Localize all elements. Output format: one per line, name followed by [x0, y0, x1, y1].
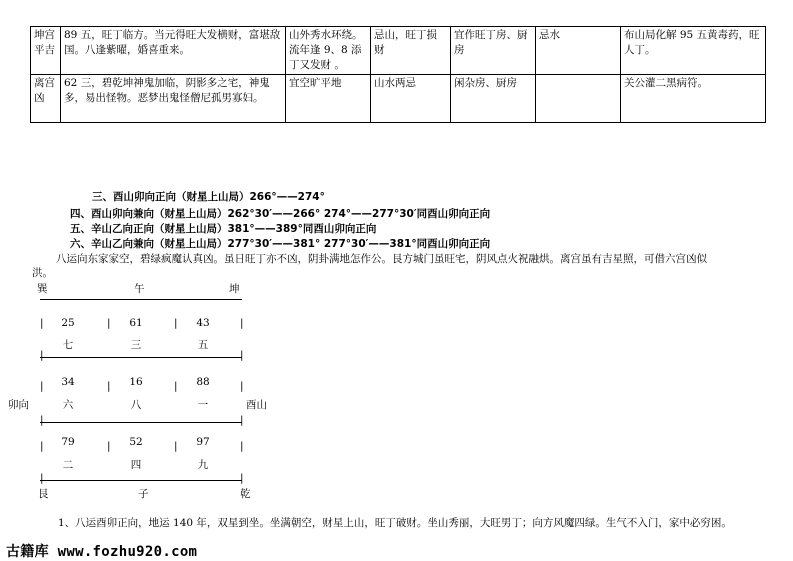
grid-line — [40, 357, 242, 358]
site-watermark: 古籍库 www.fozhu920.com — [6, 544, 198, 560]
cell-star: 一 — [197, 399, 209, 411]
grid-bar: | — [240, 349, 244, 361]
cell-number: 25 — [61, 317, 75, 329]
water-cell — [536, 75, 621, 123]
cell-star: 四 — [130, 459, 142, 471]
cell-star: 九 — [197, 459, 209, 471]
environment-cell: 宜空旷平地 — [286, 75, 371, 123]
grid-bar: | — [40, 317, 44, 329]
grid-bar: | — [107, 440, 111, 452]
description-cell: 62 三，碧乾坤神鬼加临，阴影多之宅，神鬼多，易出怪物。恶梦出鬼怪僧尼孤男寡妇。 — [61, 75, 286, 123]
grid-bar: | — [240, 317, 244, 329]
cell-star: 三 — [130, 339, 142, 351]
direction-label-zi: 子 — [138, 488, 149, 500]
grid-line — [40, 480, 242, 481]
heading-six: 六、辛山乙向兼向（财星上山局）277°30′——381° 277°30′——381°同酉山卯向正向 — [70, 238, 491, 250]
table-row — [31, 75, 766, 123]
avoid-cell: 忌山，旺丁损财 — [371, 27, 451, 75]
remedy-cell: 关公灌二黑病符。 — [621, 75, 766, 123]
grid-bar: | — [174, 317, 178, 329]
grid-bar: | — [40, 414, 44, 426]
cell-star: 六 — [62, 399, 74, 411]
intro-line-1: 八运向东家家空，碧绿疯魔认真凶。虽日旺丁亦不凶，阴卦满地怎作公。艮方城门虽旺宅，阴风点火祝融烘。离宫虽有吉星照，可借六宫凶似 — [56, 253, 707, 265]
cell-star: 七 — [62, 339, 74, 351]
grid-bar: | — [40, 349, 44, 361]
direction-label-qian: 乾 — [240, 488, 251, 500]
direction-label-xun: 巽 — [37, 283, 48, 295]
grid-line — [40, 422, 242, 423]
heading-four: 四、酉山卯向兼向（财星上山局）262°30′——266° 274°——277°30′同酉山卯向正向 — [70, 208, 491, 220]
description-cell: 89 五，旺丁临方。当元得旺大发横财，富堪敌国。八逢紫曜，婚喜重来。 — [61, 27, 286, 75]
grid-bar: | — [240, 440, 244, 452]
body-paragraph: 1、八运酉卯正向，地运 140 年，双星到坐。坐满朝空，财星上山，旺丁破财。坐山秀丽，大旺男丁；向方风魔四绿。生气不入门，家中必穷困。 — [58, 517, 732, 529]
cell-star: 八 — [130, 399, 142, 411]
cell-number: 79 — [61, 436, 75, 448]
table-row — [31, 27, 766, 75]
direction-label-mao: 卯向 — [8, 399, 29, 411]
direction-label-kun: 坤 — [229, 283, 240, 295]
grid-line — [40, 299, 242, 300]
suitable-cell: 宜作旺丁房、厨房 — [451, 27, 536, 75]
cell-star: 二 — [62, 459, 74, 471]
environment-cell: 山外秀水环绕。流年逢 9、8 添丁又发财 。 — [286, 27, 371, 75]
direction-label-gen: 艮 — [38, 488, 49, 500]
cell-number: 52 — [129, 436, 143, 448]
avoid-cell: 山水两忌 — [371, 75, 451, 123]
feng-shui-table — [30, 26, 766, 123]
cell-number: 16 — [129, 376, 143, 388]
heading-three: 三、酉山卯向正向（财星上山局）266°——274° — [92, 191, 325, 203]
cell-number: 34 — [61, 376, 75, 388]
grid-bar: | — [107, 380, 111, 392]
grid-bar: | — [174, 380, 178, 392]
grid-bar: | — [240, 414, 244, 426]
palace-cell: 坤宫平吉 — [31, 27, 61, 75]
grid-bar: | — [40, 440, 44, 452]
heading-five: 五、辛山乙向正向（财星上山局）381°——389°同酉山卯向正向 — [70, 223, 377, 235]
grid-bar: | — [240, 380, 244, 392]
grid-bar: | — [40, 380, 44, 392]
cell-number: 88 — [196, 376, 210, 388]
intro-line-2: 洪。 — [32, 267, 53, 279]
cell-number: 61 — [129, 317, 143, 329]
grid-bar: | — [174, 440, 178, 452]
cell-star: 五 — [197, 339, 209, 351]
grid-bar: | — [40, 472, 44, 484]
direction-label-wu: 午 — [134, 283, 145, 295]
water-cell: 忌水 — [536, 27, 621, 75]
grid-bar: | — [107, 317, 111, 329]
remedy-cell: 布山局化解 95 五黄毒药，旺人丁。 — [621, 27, 766, 75]
suitable-cell: 闲杂房、厨房 — [451, 75, 536, 123]
grid-bar: | — [240, 472, 244, 484]
cell-number: 97 — [196, 436, 210, 448]
palace-cell: 离宫凶 — [31, 75, 61, 123]
direction-label-you: 酉山 — [246, 399, 267, 411]
cell-number: 43 — [196, 317, 210, 329]
